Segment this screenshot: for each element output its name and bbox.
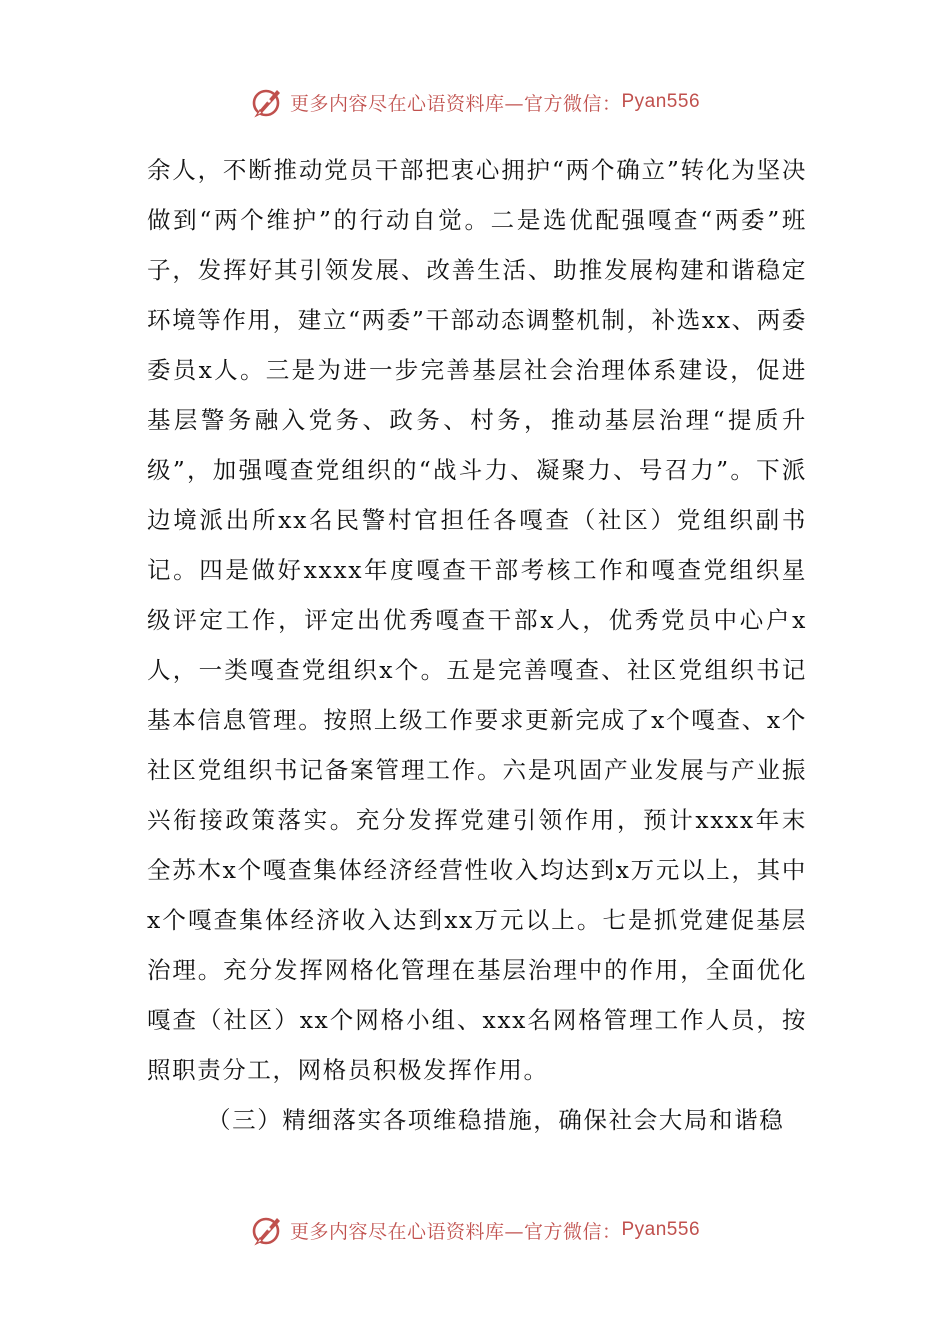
watermark-text: 更多内容尽在心语资料库—官方微信： [289,1220,622,1243]
watermark-text: 更多内容尽在心语资料库—官方微信： [289,92,622,115]
watermark-wechat-id: Pyan556 [621,91,701,112]
watermark-wechat-id: Pyan556 [621,1219,701,1240]
footer-watermark [0,1210,950,1250]
body-paragraph: 余人，不断推动党员干部把衷心拥护“两个确立”转化为坚决做到“两个维护”的行动自觉。二是选优配强嘎查“两委”班子，发挥好其引领发展、改善生活、助推发展构建和谐稳定环境等作用，建立“两委”干部动态调整机制，补选xx、两委委员x人。三是为进一步完善基层社会治理体系建设，促进基层警务融入党务、政务、村务，推动基层治理“提质升级”，加强嘎查党组织的“战斗力、凝聚力、号召力”。下派边境派出所xx名民警村官担任各嘎查（社区）党组织副书记。四是做好xxxx年度嘎查干部考核工作和嘎查党组织星级评定工作，评定出优秀嘎查干部x人，优秀党员中心户x人，一类嘎查党组织x个。五是完善嘎查、社区党组织书记基本信息管理。按照上级工作要求更新完成了x个嘎查、x个社区党组织书记备案管理工作。六是巩固产业发展与产业振兴衔接政策落实。充分发挥党建引领作用，预计xxxx年末全苏木x个嘎查集体经济经营性收入均达到x万元以上，其中x个嘎查集体经济收入达到xx万元以上。七是抓党建促基层治理。充分发挥网格化管理在基层治理中的作用，全面优化嘎查（社区）xx个网格小组、xxx名网格管理工作人员，按照职责分工，网格员积极发挥作用。 [147,156,807,1084]
section-heading: （三）精细落实各项维稳措施，确保社会大局和谐稳 [207,1106,785,1134]
pen-nib-circle-icon [250,1212,286,1248]
document-body [147,145,807,1145]
pen-nib-circle-icon [250,84,286,120]
header-watermark [0,82,950,122]
